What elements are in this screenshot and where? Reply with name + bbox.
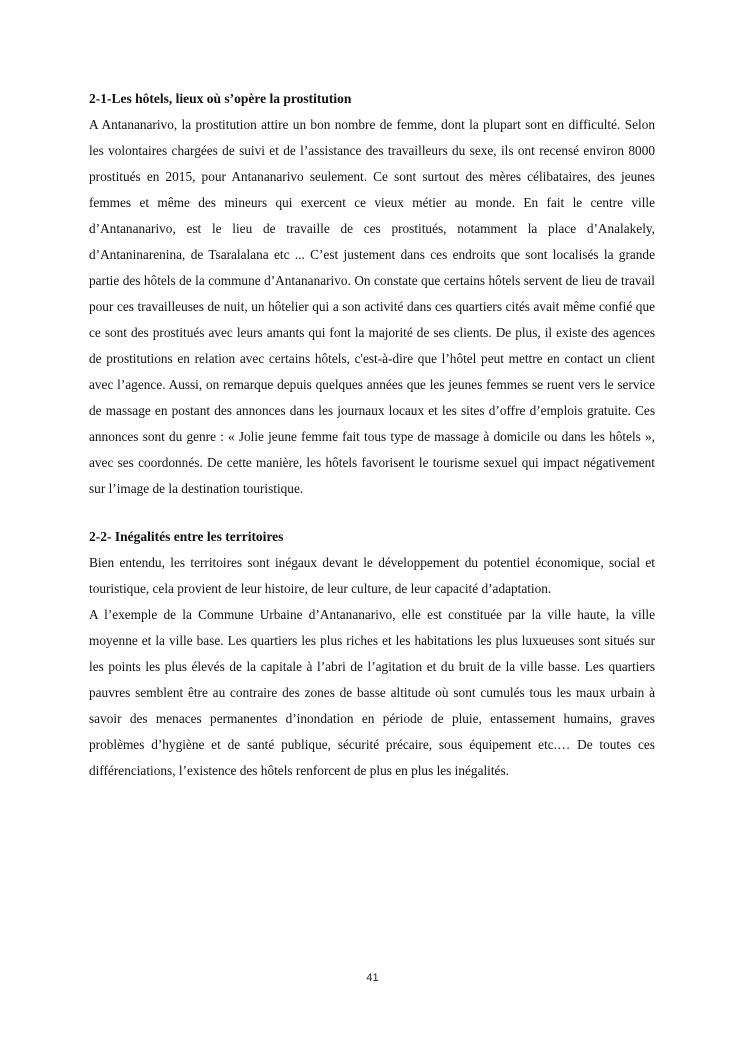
section-heading: 2-1-Les hôtels, lieux où s’opère la prostitution: [89, 91, 352, 106]
paragraph: A Antananarivo, la prostitution attire un bon nombre de femme, dont la plupart sont en difficulté. Selon les volontaires chargées de suivi et de l’assistance des travailleurs du sexe, ils ont recensé environ 8000 prostitués en 2015, pour Antananarivo seulement. Ce sont surtout des mères célibataires, des jeunes femmes et même des mineurs qui exercent ce vieux métier au monde. En fait le centre ville d’Antananarivo, est le lieu de travaille de ces prostitués, notamment la place d’Analakely, d’Antaninarenina, de Tsaralalana etc ... C’est justement dans ces endroits que sont localisés la grande partie des hôtels de la commune d’Antananarivo. On constate que certains hôtels servent de lieu de travail pour ces travailleuses de nuit, un hôtelier qui a son activité dans ces quartiers cités avait même confié que ce sont des prostitués avec leurs amants qui font la majorité de ses clients. De plus, il existe des agences de prostitutions en relation avec certains hôtels, c'est-à-dire que l’hôtel peut mettre en contact un client avec l’agence. Aussi, on remarque depuis quelques années que les jeunes femmes se ruent vers le service de massage en postant des annonces dans les journaux locaux et les sites d’offre d’emplois gratuite. Ces annonces sont du genre : « Jolie jeune femme fait tous type de massage à domicile ou dans les hôtels », avec ses coordonnés. De cette manière, les hôtels favorisent le tourisme sexuel qui impact négativement sur l’image de la destination touristique.: [89, 117, 655, 496]
page-number: 41: [366, 972, 379, 984]
document-body: [89, 86, 655, 784]
section-heading: 2-2- Inégalités entre les territoires: [89, 529, 284, 544]
paragraph: Bien entendu, les territoires sont inégaux devant le développement du potentiel économique, social et touristique, cela provient de leur histoire, de leur culture, de leur capacité d’adaptation.: [89, 555, 655, 596]
paragraph: A l’exemple de la Commune Urbaine d’Antananarivo, elle est constituée par la ville haute, la ville moyenne et la ville base. Les quartiers les plus riches et les habitations les plus luxueuses sont situés sur les points les plus élevés de la capitale à l’abri de l’agitation et du bruit de la ville basse. Les quartiers pauvres semblent être au contraire des zones de basse altitude où sont cumulés tous les maux urbain à savoir des menaces permanentes d’inondation en période de pluie, entassement humains, graves problèmes d’hygiène et de santé publique, sécurité précaire, sous équipement etc.… De toutes ces différenciations, l’existence des hôtels renforcent de plus en plus les inégalités.: [89, 607, 655, 778]
section-territorial-inequalities: [89, 524, 655, 784]
section-hotels-prostitution: [89, 86, 655, 502]
